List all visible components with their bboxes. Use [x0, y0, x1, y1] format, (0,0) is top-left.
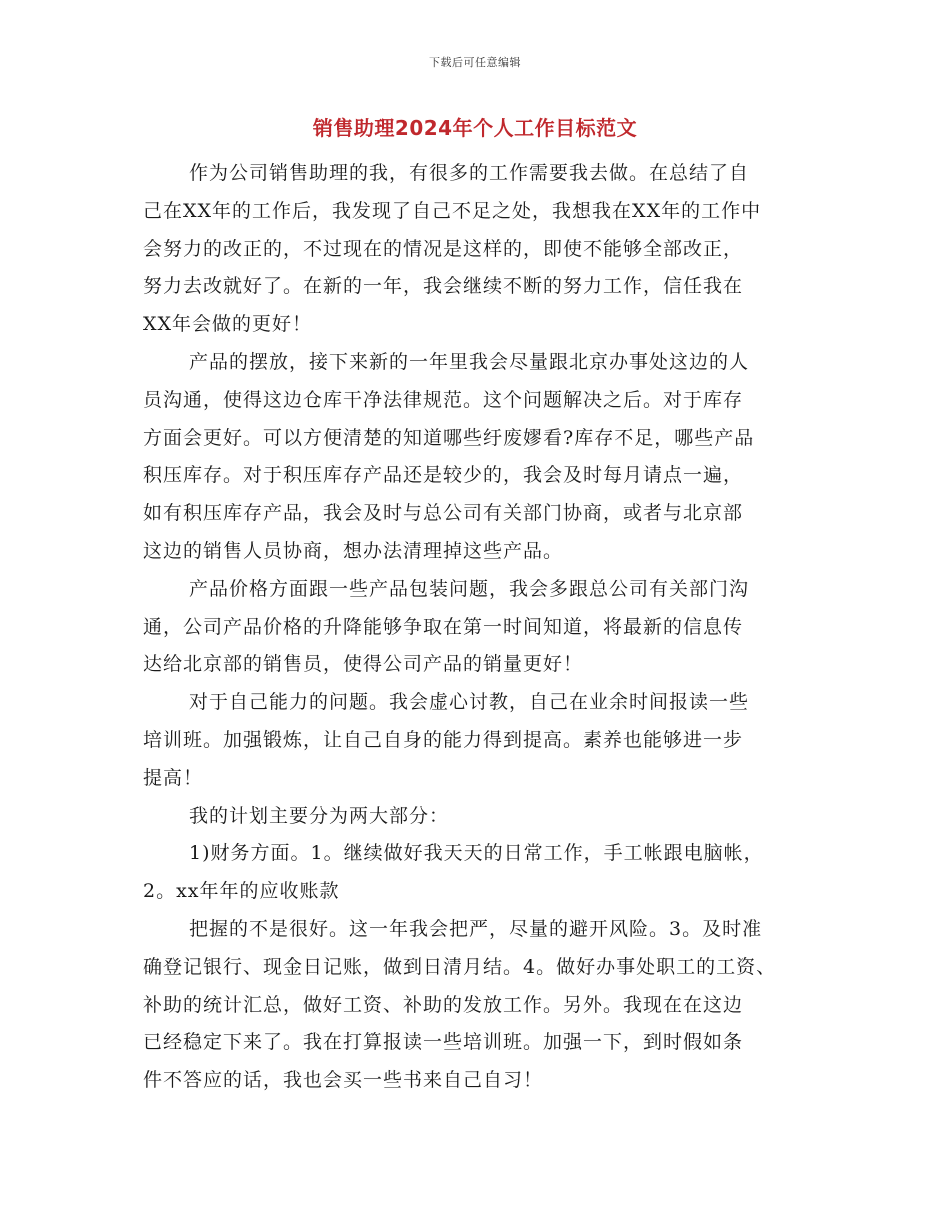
body-text-line: 培训班。加强锻炼，让自己自身的能力得到提高。素养也能够进一步 [143, 728, 744, 751]
body-text-line: 己在XX年的工作后，我发现了自己不足之处，我想我在XX年的工作中 [143, 199, 762, 222]
body-text-line: 通，公司产品价格的升降能够争取在第一时间知道，将最新的信息传 [143, 615, 744, 638]
body-text-line: 产品的摆放，接下来新的一年里我会尽量跟北京办事处这边的人 [189, 350, 750, 373]
body-text-line: 努力去改就好了。在新的一年，我会继续不断的努力工作，信任我在 [143, 275, 744, 298]
body-text-line: 积压库存。对于积压库存产品还是较少的，我会及时每月请点一遍， [143, 464, 744, 487]
body-text-line: 如有积压库存产品，我会及时与总公司有关部门协商，或者与北京部 [143, 502, 744, 525]
document-title: 销售助理2024年个人工作目标范文 [312, 116, 638, 140]
body-text-line: 提高！ [143, 766, 204, 789]
body-text-line: 已经稳定下来了。我在打算报读一些培训班。加强一下，到时假如条 [143, 1031, 744, 1054]
body-text-line: 员沟通，使得这边仓库干净法律规范。这个问题解决之后。对于库存 [143, 388, 744, 411]
body-text-line: 确登记银行、现金日记账，做到日清月结。4。做好办事处职工的工资、 [143, 955, 777, 978]
body-text-line: 我的计划主要分为两大部分： [189, 804, 450, 827]
body-text-line: 2。xx年年的应收账款 [143, 880, 340, 903]
body-text-line: 把握的不是很好。这一年我会把严，尽量的避开风险。3。及时准 [189, 917, 763, 940]
body-text-line: XX年会做的更好！ [143, 313, 313, 336]
body-text-line: 会努力的改正的，不过现在的情况是这样的，即使不能够全部改正， [143, 237, 744, 260]
header-note: 下载后可任意编辑 [429, 56, 521, 69]
body-text-line: 件不答应的话，我也会买一些书来自己自习！ [143, 1069, 544, 1092]
body-text-line: 1)财务方面。1。继续做好我天天的日常工作，手工帐跟电脑帐， [189, 842, 764, 865]
body-text-line: 方面会更好。可以方便清楚的知道哪些纡废嫪看?库存不足，哪些产品 [143, 426, 755, 449]
body-text-line: 这边的销售人员协商，想办法清理掉这些产品。 [143, 539, 564, 562]
body-text-line: 补助的统计汇总，做好工资、补助的发放工作。另外。我现在在这边 [143, 993, 744, 1016]
body-text-line: 作为公司销售助理的我，有很多的工作需要我去做。在总结了自 [189, 162, 750, 184]
body-text-line: 产品价格方面跟一些产品包装问题，我会多跟总公司有关部门沟 [189, 577, 750, 600]
body-text-line: 对于自己能力的问题。我会虚心讨教，自己在业余时间报读一些 [189, 691, 750, 714]
document-body [143, 155, 843, 1100]
body-text-line: 达给北京部的销售员，使得公司产品的销量更好！ [143, 653, 584, 676]
